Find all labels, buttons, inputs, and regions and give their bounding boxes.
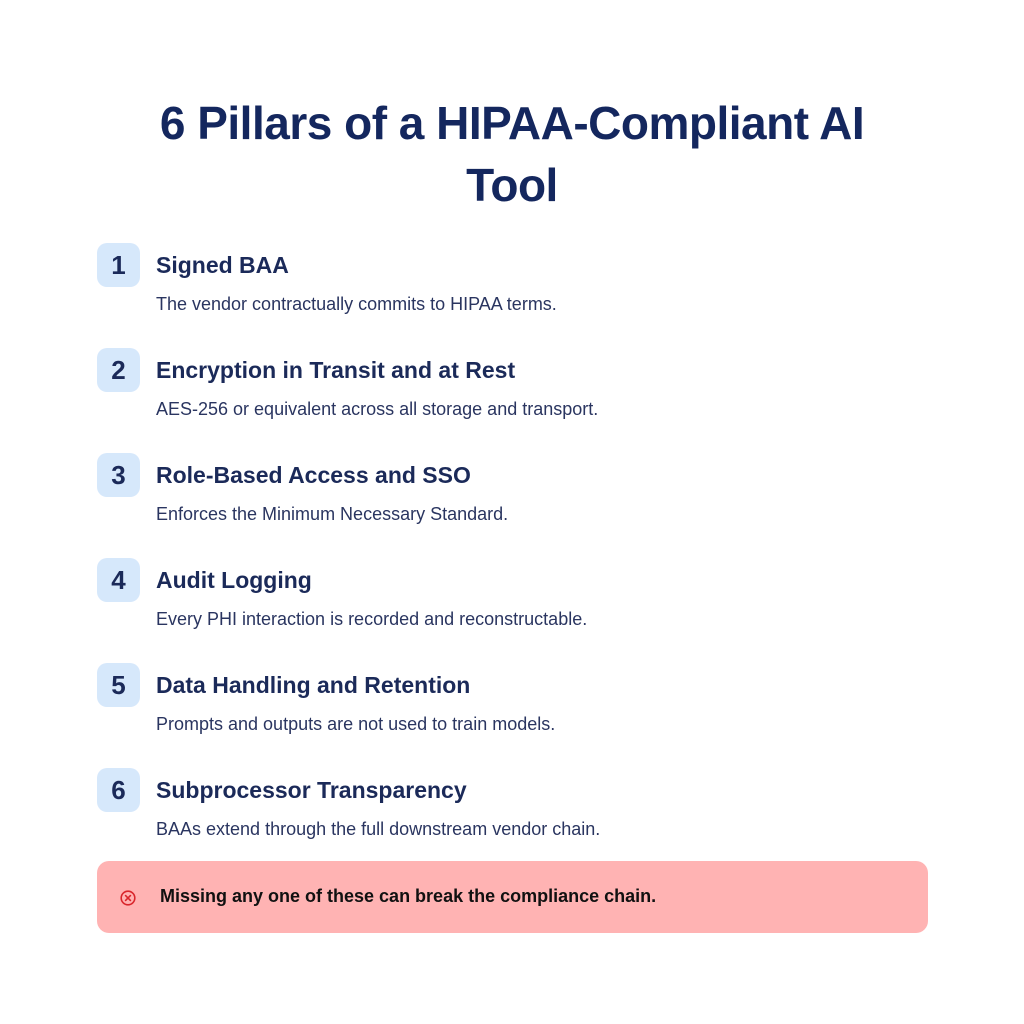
pillar-description: Prompts and outputs are not used to train models. <box>156 714 556 734</box>
pillar-title: Data Handling and Retention <box>156 672 471 698</box>
pillar-item <box>97 768 927 873</box>
warning-text: Missing any one of these can break the compliance chain. <box>160 886 657 906</box>
pillar-title: Audit Logging <box>156 567 312 593</box>
pillar-description: The vendor contractually commits to HIPAA terms. <box>156 294 557 314</box>
pillar-number-badge: 6 <box>97 768 140 812</box>
x-circle-icon <box>120 890 136 906</box>
pillar-item <box>97 558 927 663</box>
pillar-description: AES-256 or equivalent across all storage and transport. <box>156 399 599 419</box>
pillar-number-badge: 5 <box>97 663 140 707</box>
pillar-number-badge: 3 <box>97 453 140 497</box>
pillar-title: Role-Based Access and SSO <box>156 462 471 488</box>
page-title-line-1: 6 Pillars of a HIPAA-Compliant AI <box>159 97 865 149</box>
pillar-description: Enforces the Minimum Necessary Standard. <box>156 504 509 524</box>
pillar-item <box>97 348 927 453</box>
pillar-description: BAAs extend through the full downstream vendor chain. <box>156 819 601 839</box>
page-title <box>0 92 1024 216</box>
pillar-list <box>97 243 927 873</box>
warning-banner <box>97 861 928 933</box>
pillar-number-badge: 2 <box>97 348 140 392</box>
page-title-line-2: Tool <box>466 159 558 211</box>
pillar-number-badge: 1 <box>97 243 140 287</box>
pillar-title: Subprocessor Transparency <box>156 777 467 803</box>
pillar-title: Signed BAA <box>156 252 289 278</box>
pillar-description: Every PHI interaction is recorded and reconstructable. <box>156 609 588 629</box>
pillar-number-badge: 4 <box>97 558 140 602</box>
pillar-item <box>97 663 927 768</box>
pillar-item <box>97 453 927 558</box>
pillar-item <box>97 243 927 348</box>
pillar-title: Encryption in Transit and at Rest <box>156 357 516 383</box>
